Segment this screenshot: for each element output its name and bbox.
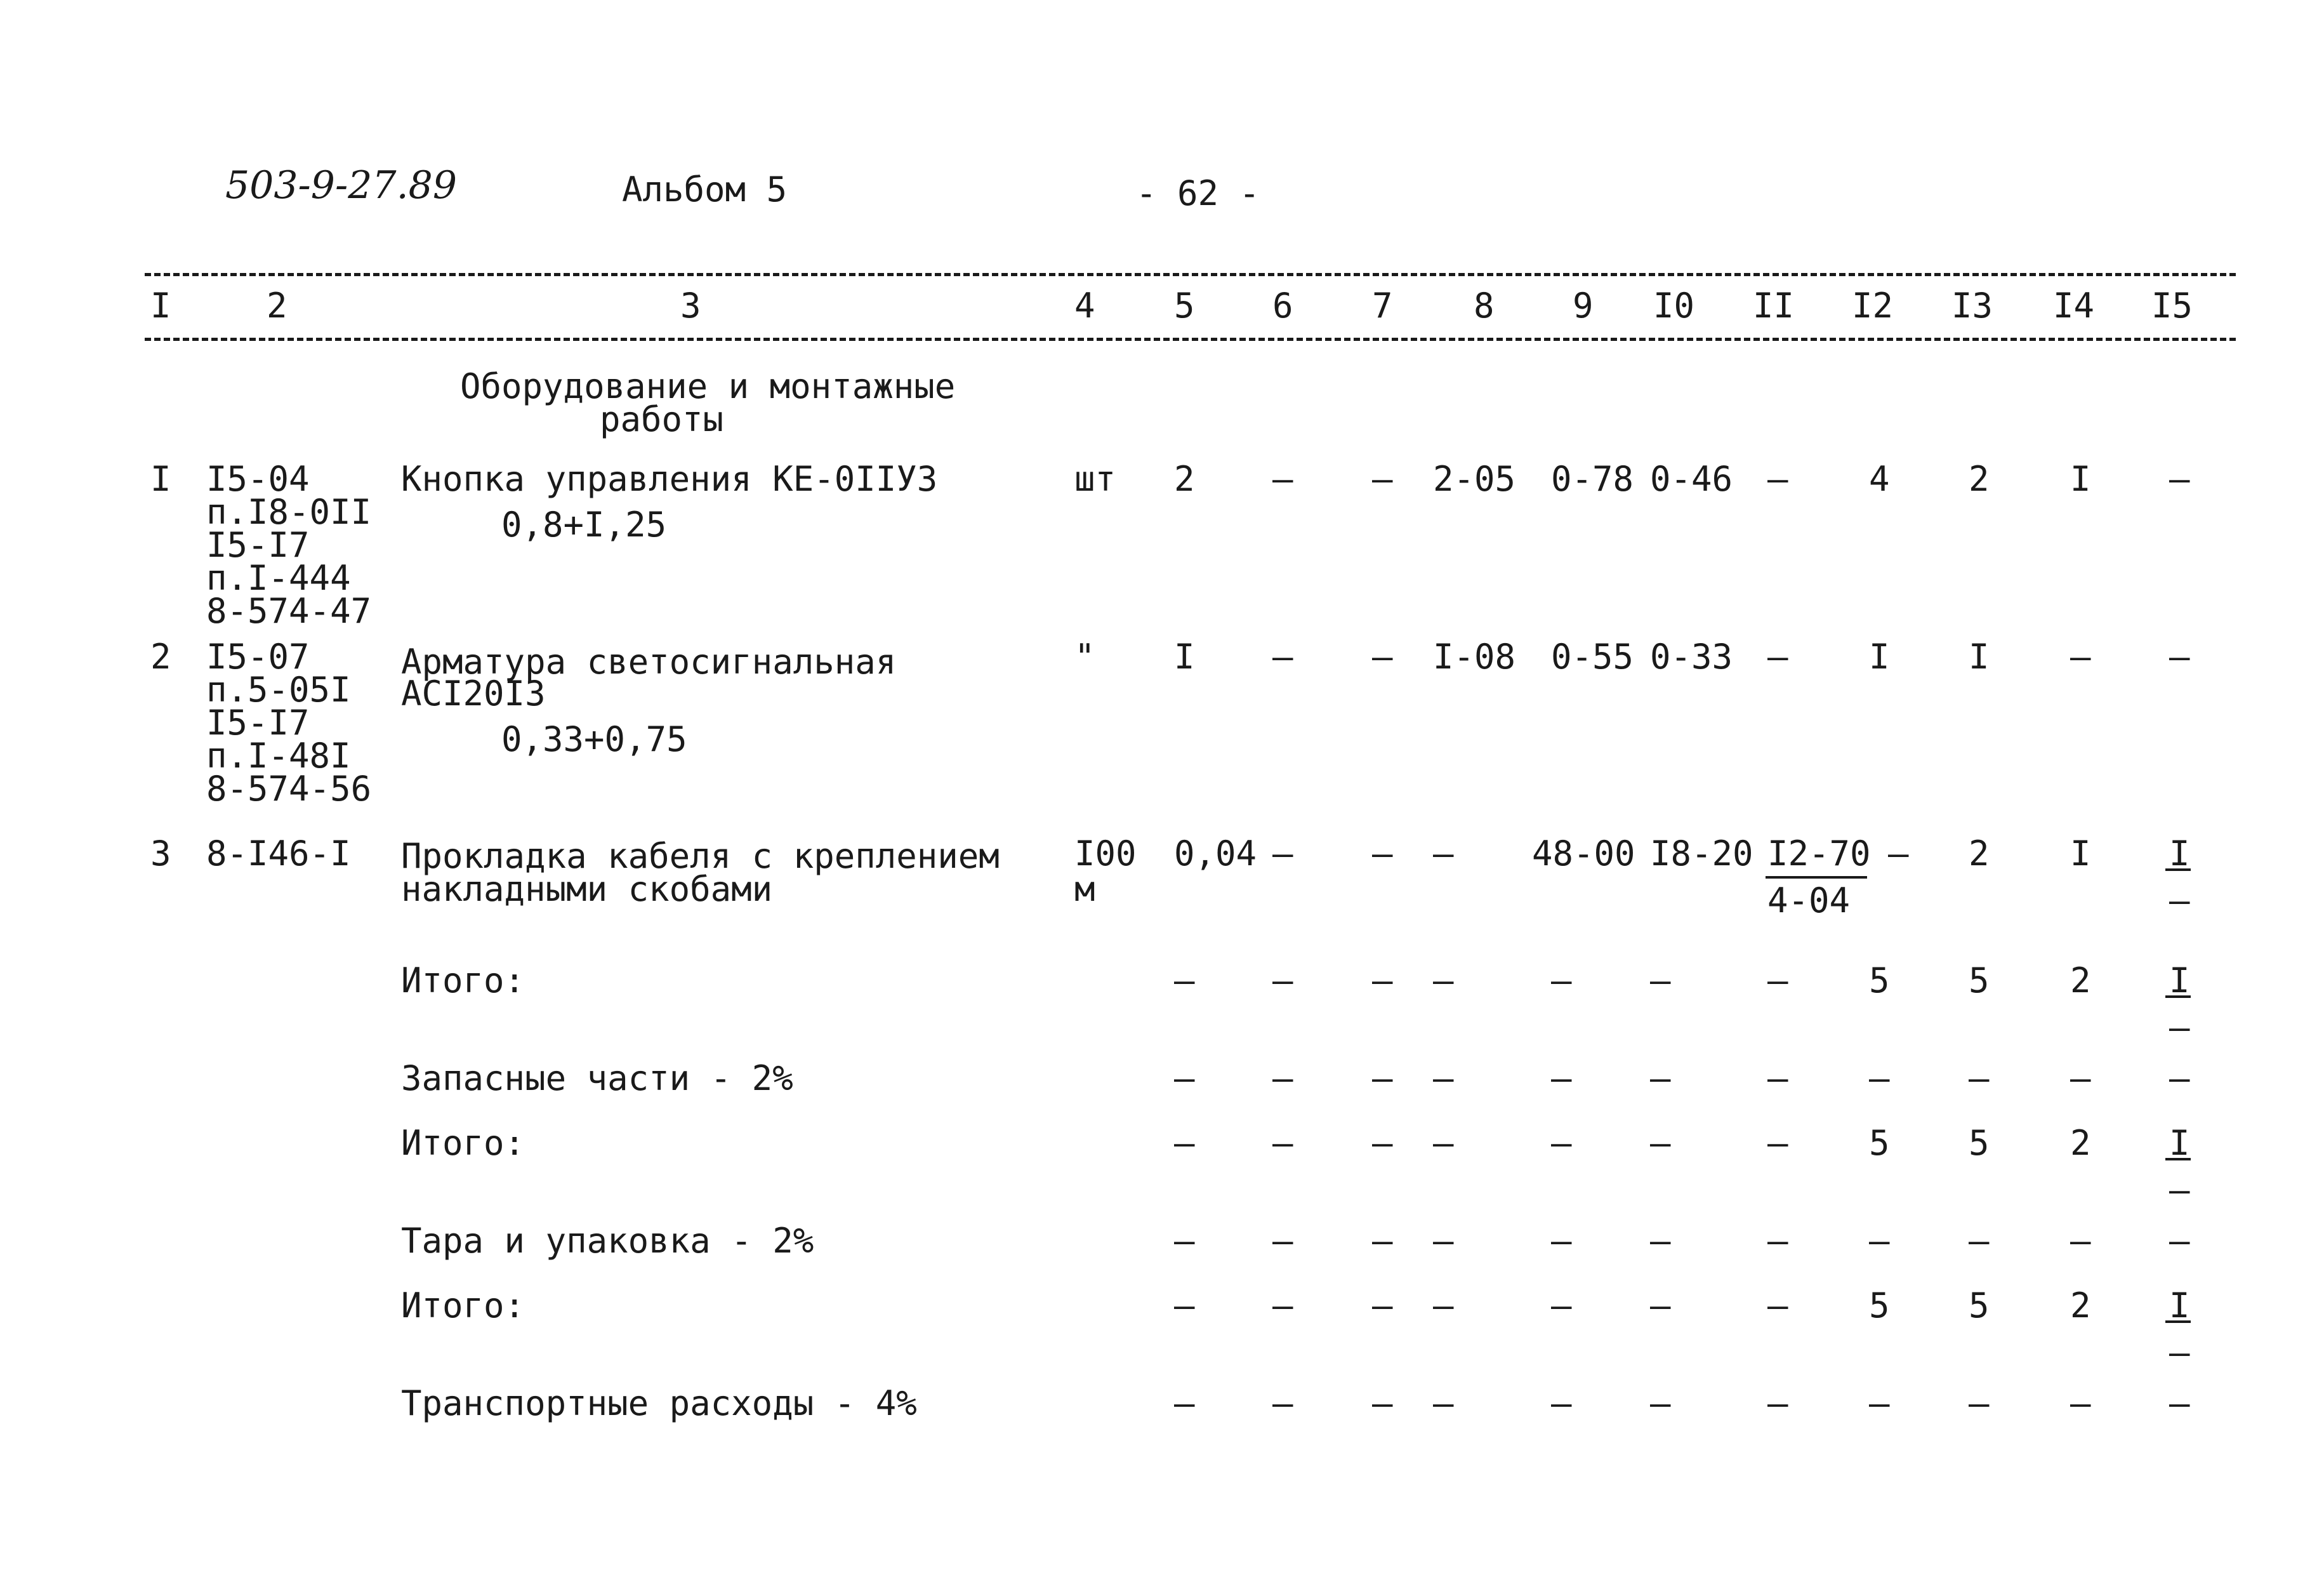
cell-c7: – [1372, 1123, 1393, 1163]
row-code: 8-I46-I [206, 834, 351, 874]
section-title-line-2: работы [600, 399, 724, 439]
cell-c14: – [2070, 1221, 2091, 1261]
cell-c9: 0-55 [1551, 637, 1634, 677]
cell-c10: – [1650, 1058, 1671, 1098]
fraction-bar [2165, 1158, 2191, 1160]
col-header-14: I4 [2053, 286, 2095, 326]
cell-c15-denominator: – [2169, 1170, 2190, 1210]
cell-c10: – [1650, 1383, 1671, 1423]
cell-c6: – [1272, 1286, 1293, 1326]
cell-c8: I-08 [1433, 637, 1516, 677]
row-code: п.I-444 [206, 558, 351, 598]
cell-c12: 5 [1869, 1123, 1890, 1163]
cell-c15-numerator: I [2169, 834, 2190, 874]
cell-c8: – [1433, 1286, 1454, 1326]
col-header-13: I3 [1951, 286, 1993, 326]
col-header-2: 2 [267, 286, 287, 326]
row-code: п.I8-0II [206, 492, 372, 532]
row-note: 0,33+0,75 [501, 719, 687, 759]
cell-c13: 5 [1969, 960, 1990, 1000]
album-label: Альбом 5 [622, 169, 788, 209]
row-code: 8-574-56 [206, 769, 372, 809]
cell-c15-denominator: – [2169, 1332, 2190, 1372]
fraction-bar [2165, 995, 2191, 998]
cell-c7: – [1372, 1221, 1393, 1261]
cell-c13: – [1969, 1383, 1990, 1423]
row-number: 3 [150, 834, 171, 874]
cell-c8: – [1433, 960, 1454, 1000]
cell-c12: – [1869, 1221, 1890, 1261]
cell-c5: – [1174, 1123, 1195, 1163]
row-name: накладными скобами [401, 869, 773, 909]
cell-c5: – [1174, 1383, 1195, 1423]
cell-c13: I [1969, 637, 1990, 677]
page-number: - 62 - [1136, 173, 1260, 213]
row-code: 8-574-47 [206, 591, 372, 631]
row-number: 2 [150, 637, 171, 677]
row-code: I5-I7 [206, 525, 310, 565]
cell-c9: – [1551, 1123, 1572, 1163]
summary-label: Тара и упаковка - 2% [401, 1221, 814, 1261]
summary-label: Итого: [401, 1286, 525, 1326]
cell-c6: – [1272, 960, 1293, 1000]
cell-c7: – [1372, 459, 1393, 499]
document-code: 503-9-27.89 [225, 163, 458, 208]
cell-c6: – [1272, 1383, 1293, 1423]
cell-c12: – [1888, 834, 1909, 874]
cell-c6: – [1272, 1123, 1293, 1163]
cell-c6: – [1272, 637, 1293, 677]
cell-c15: – [2169, 459, 2190, 499]
cell-c14: – [2070, 1058, 2091, 1098]
row-code: I5-07 [206, 637, 310, 677]
cell-c14: – [2070, 1383, 2091, 1423]
cell-c13: 2 [1969, 459, 1990, 499]
cell-c10: – [1650, 1221, 1671, 1261]
cell-c8: – [1433, 1123, 1454, 1163]
cell-c12: 4 [1869, 459, 1890, 499]
cell-c15-numerator: I [2169, 1286, 2190, 1326]
fraction-bar [2165, 1320, 2191, 1323]
row-unit: м [1074, 869, 1095, 909]
cell-c9: – [1551, 1286, 1572, 1326]
cell-c13: 2 [1969, 834, 1990, 874]
row-number: I [150, 459, 171, 499]
cell-c8: – [1433, 1221, 1454, 1261]
header-top-rule [145, 273, 2236, 276]
cell-c9: 0-78 [1551, 459, 1634, 499]
fraction-bar [2165, 868, 2191, 871]
cell-c10: I8-20 [1650, 834, 1753, 874]
row-name: Арматура светосигнальная [401, 642, 897, 682]
cell-c12: 5 [1869, 960, 1890, 1000]
row-name: Кнопка управления КЕ-0IIУ3 [401, 459, 938, 499]
cell-c5: – [1174, 1058, 1195, 1098]
col-header-15: I5 [2151, 286, 2193, 326]
cell-c9: – [1551, 1221, 1572, 1261]
cell-c9: – [1551, 1058, 1572, 1098]
row-unit: I00 [1074, 834, 1137, 874]
cell-c11-denominator: 4-04 [1767, 881, 1851, 920]
cell-c14: 2 [2070, 1123, 2091, 1163]
cell-c5: 0,04 [1174, 834, 1257, 874]
cell-c7: – [1372, 1058, 1393, 1098]
cell-c11: – [1767, 1286, 1788, 1326]
cell-c15-denominator: – [2169, 881, 2190, 920]
cell-c12: – [1869, 1383, 1890, 1423]
cell-c11: – [1767, 1383, 1788, 1423]
cell-c15: – [2169, 1058, 2190, 1098]
cell-c7: – [1372, 1383, 1393, 1423]
cell-c11: – [1767, 1221, 1788, 1261]
cell-c5: – [1174, 960, 1195, 1000]
summary-label: Итого: [401, 1123, 525, 1163]
cell-c8: – [1433, 1058, 1454, 1098]
row-note: 0,8+I,25 [501, 505, 667, 545]
cell-c8: 2-05 [1433, 459, 1516, 499]
col-header-10: I0 [1653, 286, 1695, 326]
row-unit: шт [1074, 459, 1116, 499]
cell-c5: – [1174, 1221, 1195, 1261]
cell-c15-denominator: – [2169, 1007, 2190, 1047]
cell-c9: 48-00 [1532, 834, 1635, 874]
fraction-bar [1766, 876, 1867, 879]
row-code: I5-I7 [206, 703, 310, 743]
col-header-6: 6 [1272, 286, 1293, 326]
cell-c11-numerator: I2-70 [1767, 834, 1871, 874]
row-code: п.5-05I [206, 670, 351, 710]
cell-c11: – [1767, 459, 1788, 499]
cell-c6: – [1272, 1221, 1293, 1261]
cell-c14: I [2070, 834, 2091, 874]
col-header-1: I [150, 286, 171, 326]
cell-c11: – [1767, 960, 1788, 1000]
cell-c12: I [1869, 637, 1890, 677]
summary-label: Итого: [401, 960, 525, 1000]
cell-c5: 2 [1174, 459, 1195, 499]
cell-c7: – [1372, 637, 1393, 677]
row-unit: " [1074, 637, 1095, 677]
summary-label: Запасные части - 2% [401, 1058, 793, 1098]
cell-c5: – [1174, 1286, 1195, 1326]
cell-c10: – [1650, 1123, 1671, 1163]
cell-c11: – [1767, 1058, 1788, 1098]
col-header-7: 7 [1372, 286, 1393, 326]
cell-c7: – [1372, 834, 1393, 874]
cell-c9: – [1551, 1383, 1572, 1423]
col-header-3: 3 [680, 286, 701, 326]
cell-c11: – [1767, 1123, 1788, 1163]
cell-c13: 5 [1969, 1123, 1990, 1163]
cell-c12: – [1869, 1058, 1890, 1098]
section-title-line-1: Оборудование и монтажные [460, 366, 956, 406]
col-header-5: 5 [1174, 286, 1195, 326]
cell-c7: – [1372, 1286, 1393, 1326]
cell-c7: – [1372, 960, 1393, 1000]
cell-c6: – [1272, 1058, 1293, 1098]
cell-c14: 2 [2070, 1286, 2091, 1326]
cell-c15: – [2169, 1221, 2190, 1261]
cell-c15: – [2169, 637, 2190, 677]
col-header-11: II [1753, 286, 1795, 326]
cell-c10: 0-46 [1650, 459, 1733, 499]
cell-c10: – [1650, 1286, 1671, 1326]
cell-c15: – [2169, 1383, 2190, 1423]
cell-c14: I [2070, 459, 2091, 499]
cell-c11: – [1767, 637, 1788, 677]
col-header-4: 4 [1074, 286, 1095, 326]
cell-c15-numerator: I [2169, 1123, 2190, 1163]
cell-c10: – [1650, 960, 1671, 1000]
cell-c6: – [1272, 459, 1293, 499]
row-name: Прокладка кабеля с креплением [401, 836, 1000, 876]
cell-c10: 0-33 [1650, 637, 1733, 677]
cell-c15-numerator: I [2169, 960, 2190, 1000]
cell-c6: – [1272, 834, 1293, 874]
col-header-12: I2 [1852, 286, 1894, 326]
header-bottom-rule [145, 338, 2236, 341]
cell-c13: – [1969, 1221, 1990, 1261]
cell-c14: – [2070, 637, 2091, 677]
cell-c5: I [1174, 637, 1195, 677]
cell-c13: 5 [1969, 1286, 1990, 1326]
cell-c8: – [1433, 834, 1454, 874]
cell-c12: 5 [1869, 1286, 1890, 1326]
row-name: АСI20I3 [401, 674, 546, 714]
row-code: п.I-48I [206, 736, 351, 776]
row-code: I5-04 [206, 459, 310, 499]
col-header-9: 9 [1573, 286, 1594, 326]
cell-c14: 2 [2070, 960, 2091, 1000]
cell-c8: – [1433, 1383, 1454, 1423]
cell-c13: – [1969, 1058, 1990, 1098]
col-header-8: 8 [1474, 286, 1495, 326]
summary-label: Транспортные расходы - 4% [401, 1383, 917, 1423]
cell-c9: – [1551, 960, 1572, 1000]
